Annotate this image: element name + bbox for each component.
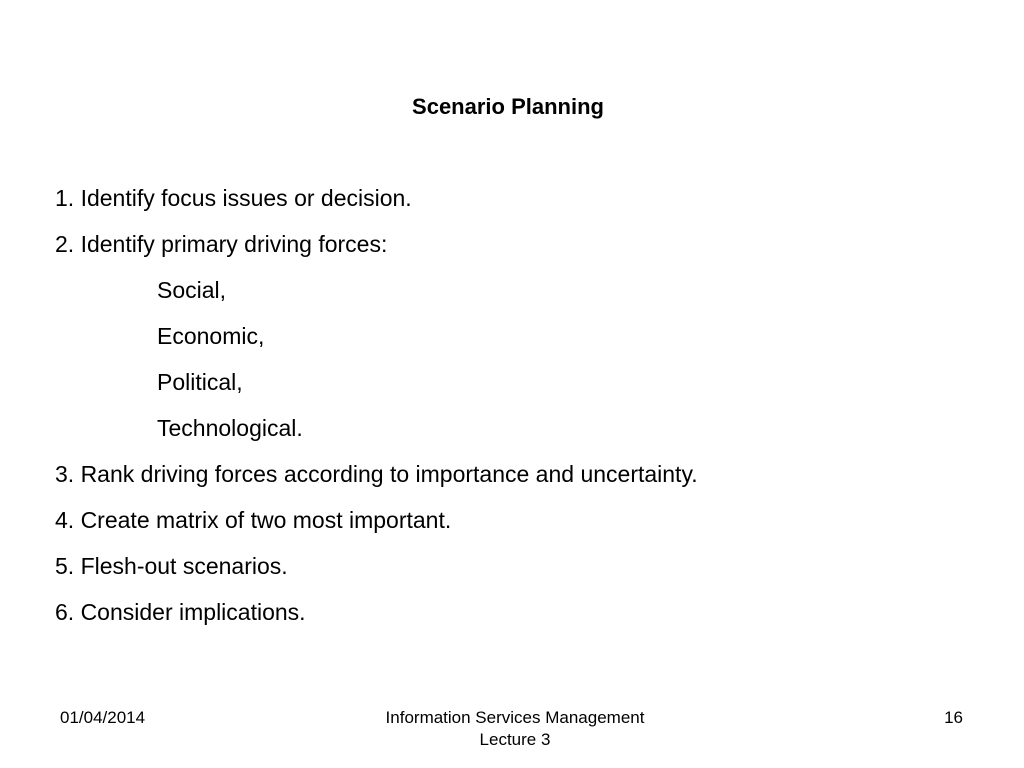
sub-list-item: Economic, [157,323,265,349]
list-item: 3. Rank driving forces according to importance and uncertainty. [55,461,698,487]
slide-title: Scenario Planning [412,94,604,119]
footer-lecture: Lecture 3 [479,730,551,749]
list-item: 4. Create matrix of two most important. [55,507,452,533]
sub-list-item: Technological. [157,415,303,441]
list-item: 1. Identify focus issues or decision. [55,185,412,211]
footer-course-title: Information Services Management [385,708,645,727]
list-item: 6. Consider implications. [55,599,306,625]
page-number: 16 [944,708,963,727]
sub-list-item: Social, [157,277,227,303]
footer-date: 01/04/2014 [60,708,146,727]
footer-course [310,707,720,751]
list-item: 2. Identify primary driving forces: [55,231,388,257]
sub-list-item: Political, [157,369,243,395]
list-item: 5. Flesh-out scenarios. [55,553,288,579]
content-list [55,184,995,644]
